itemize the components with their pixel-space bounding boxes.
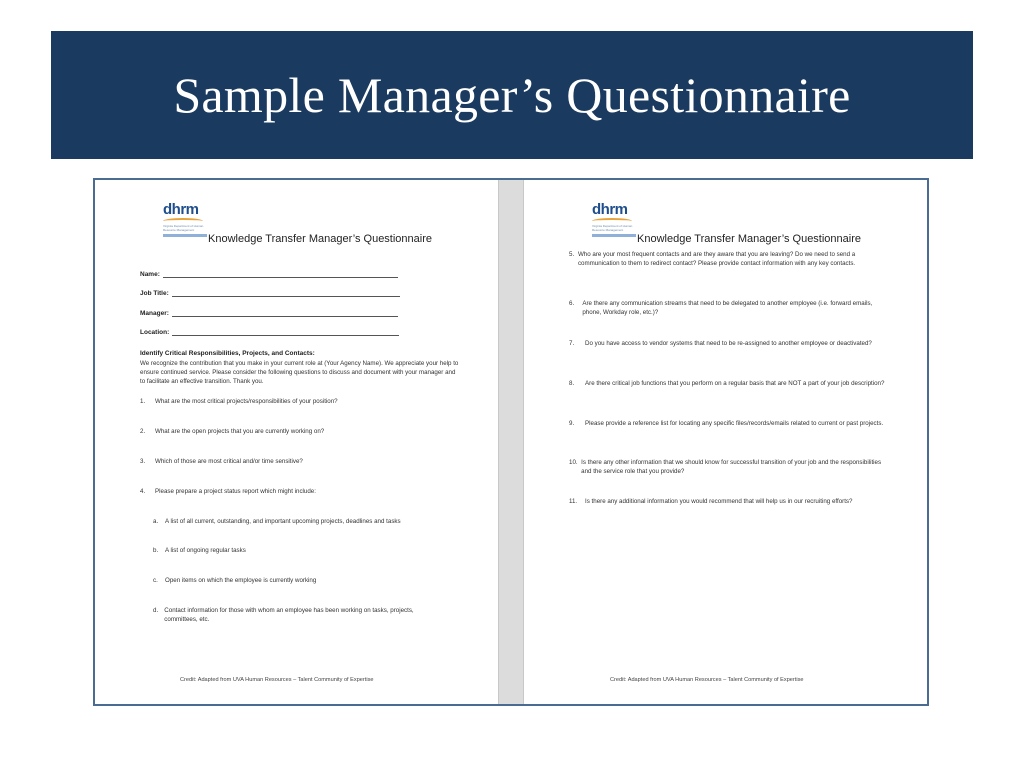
- logo-text: dhrm: [592, 201, 628, 218]
- document-heading: Knowledge Transfer Manager’s Questionnaire: [637, 233, 862, 245]
- question-text: Are there critical job functions that you perform on a regular basis that are NOT a part of your job description?: [585, 380, 885, 387]
- sub-item-letter: a.: [153, 518, 159, 525]
- name-field: [140, 271, 398, 278]
- sub-item: [153, 576, 453, 585]
- job-title-field: [140, 290, 400, 297]
- slide-title: Sample Manager’s Questionnaire: [173, 67, 851, 123]
- page-gutter: [498, 180, 524, 704]
- question-text: Please provide a reference list for locating any specific files/records/emails related to current or past projects.: [585, 420, 884, 427]
- question-number: 2.: [140, 428, 146, 435]
- question-number: 6.: [569, 300, 575, 307]
- title-bar: [51, 31, 973, 159]
- sub-item-text: Contact information for those with whom an employee has been working on tasks, projects, committees, etc.: [164, 607, 414, 623]
- credit-line: Credit: Adapted from UVA Human Resources – Talent Community of Expertise: [610, 677, 804, 683]
- document-heading: Knowledge Transfer Manager’s Questionnaire: [208, 233, 433, 245]
- question-number: 10.: [569, 459, 578, 466]
- field-line: [163, 271, 398, 278]
- section-title: Identify Critical Responsibilities, Projects, and Contacts:: [140, 350, 315, 357]
- sub-item-letter: b.: [153, 547, 159, 554]
- question-number: 3.: [140, 458, 146, 465]
- question-number: 11.: [569, 498, 578, 505]
- field-line: [172, 310, 398, 317]
- logo-text: dhrm: [163, 201, 199, 218]
- dhrm-logo: [163, 202, 207, 237]
- question-item: [140, 457, 470, 466]
- sub-item: [153, 606, 443, 624]
- question-text: Do you have access to vendor systems that need to be re-assigned to another employee or deactivated?: [585, 340, 872, 347]
- sub-item-text: A list of ongoing regular tasks: [165, 547, 246, 554]
- question-text: Is there any other information that we should know for successful transition of your job and the responsibilities and the service role that you provide?: [581, 459, 882, 475]
- document-preview: [93, 178, 929, 706]
- field-label: Location:: [140, 329, 170, 336]
- question-item: [569, 419, 889, 428]
- sub-item: [153, 517, 453, 526]
- question-text: What are the open projects that you are currently working on?: [155, 428, 325, 435]
- question-item: [140, 427, 470, 436]
- sub-item-letter: d.: [153, 607, 159, 614]
- question-item: [569, 299, 889, 317]
- field-label: Name:: [140, 271, 160, 278]
- question-number: 5.: [569, 251, 575, 258]
- question-number: 8.: [569, 380, 575, 387]
- question-number: 1.: [140, 398, 146, 405]
- intro-paragraph: We recognize the contribution that you make in your current role at (Your Agency Name). We appreciate your help to ensure continued service. Please consider the following questions to discuss and document with your manager and to facilitate an effective transition. Thank you.: [140, 360, 459, 385]
- sub-item-text: Open items on which the employee is currently working: [165, 577, 317, 584]
- question-item: [569, 250, 889, 268]
- logo-bar: [163, 234, 207, 237]
- sub-item: [153, 546, 453, 555]
- question-number: 7.: [569, 340, 575, 347]
- question-number: 4.: [140, 488, 146, 495]
- question-item: [569, 497, 889, 506]
- question-item: [569, 339, 889, 348]
- credit-line: Credit: Adapted from UVA Human Resources – Talent Community of Expertise: [180, 677, 374, 683]
- logo-subtitle: Virginia Department of Human Resource Management: [163, 224, 204, 232]
- question-item: [140, 487, 470, 496]
- question-item: [140, 397, 470, 406]
- sub-item-text: A list of all current, outstanding, and important upcoming projects, deadlines and tasks: [165, 518, 401, 525]
- field-label: Manager:: [140, 310, 169, 317]
- question-number: 9.: [569, 420, 575, 427]
- question-text: What are the most critical projects/responsibilities of your position?: [155, 398, 338, 405]
- dhrm-logo: [592, 202, 636, 237]
- field-line: [172, 290, 400, 297]
- field-label: Job Title:: [140, 290, 169, 297]
- left-page: [95, 180, 498, 704]
- logo-subtitle: Virginia Department of Human Resource Management: [592, 224, 633, 232]
- question-text: Who are your most frequent contacts and are they aware that you are leaving? Do we need to send a communication to them to redirect contact? Please provide contact information with any key contacts.: [577, 251, 856, 267]
- location-field: [140, 329, 399, 336]
- question-text: Are there any communication streams that need to be delegated to another employee (i.e. forward emails, phone, Workday role, etc.)?: [582, 300, 873, 316]
- logo-bar: [592, 234, 636, 237]
- question-text: Which of those are most critical and/or time sensitive?: [155, 458, 303, 465]
- right-page: [524, 180, 929, 704]
- manager-field: [140, 310, 398, 317]
- question-item: [569, 379, 889, 388]
- question-item: [569, 458, 889, 476]
- field-line: [172, 329, 399, 336]
- question-text: Please prepare a project status report which might include:: [155, 488, 316, 495]
- question-text: Is there any additional information you would recommend that will help us in our recruiting efforts?: [585, 498, 853, 505]
- sub-item-letter: c.: [153, 577, 158, 584]
